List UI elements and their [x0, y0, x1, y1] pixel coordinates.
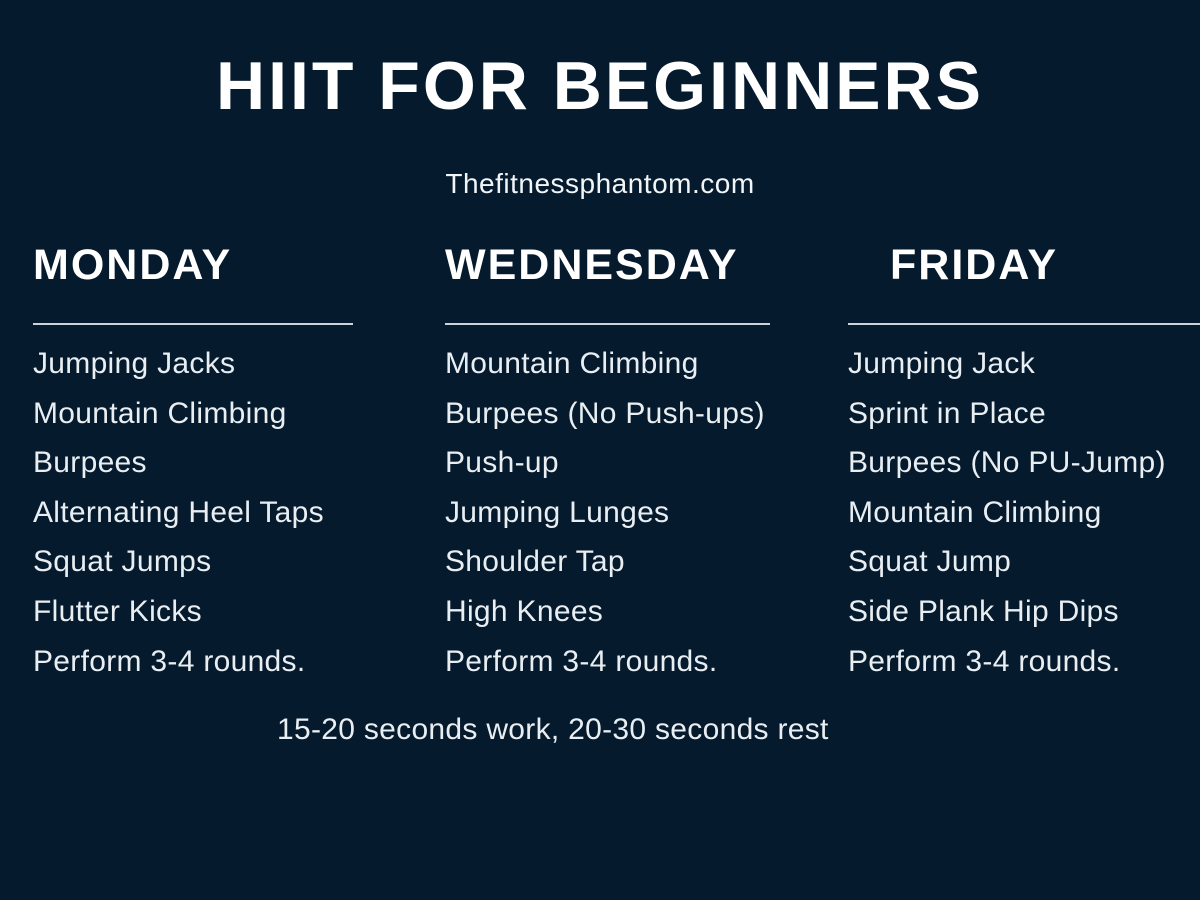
- exercise-item: Sprint in Place: [848, 396, 1046, 430]
- exercise-item: Burpees (No PU-Jump): [848, 446, 1166, 480]
- exercise-item: Burpees: [33, 446, 147, 480]
- exercise-item: Jumping Lunges: [445, 495, 670, 529]
- exercise-item: Burpees (No Push-ups): [445, 396, 765, 430]
- day-header-wednesday: WEDNESDAY: [445, 241, 739, 289]
- exercise-item: Jumping Jack: [848, 347, 1036, 380]
- divider: [33, 323, 353, 325]
- exercise-item: Mountain Climbing: [33, 396, 287, 430]
- divider: [445, 323, 770, 325]
- exercise-item: High Knees: [445, 594, 604, 628]
- site-url: Thefitnessphantom.com: [445, 168, 755, 199]
- exercise-item: Alternating Heel Taps: [33, 495, 324, 529]
- day-header-friday: FRIDAY: [890, 241, 1059, 289]
- exercise-item: Perform 3-4 rounds.: [445, 644, 718, 678]
- interval-note: 15-20 seconds work, 20-30 seconds rest: [277, 713, 829, 746]
- exercise-list-friday: [848, 339, 1200, 686]
- page-title: HIIT FOR BEGINNERS: [215, 48, 985, 124]
- exercise-item: Side Plank Hip Dips: [848, 594, 1119, 628]
- exercise-item: Perform 3-4 rounds.: [33, 644, 306, 678]
- exercise-item: Mountain Climbing: [848, 495, 1102, 529]
- day-column-friday: [848, 240, 1200, 686]
- day-header-monday: MONDAY: [33, 241, 233, 289]
- exercise-item: Flutter Kicks: [33, 594, 202, 628]
- exercise-item: Push-up: [445, 446, 559, 480]
- exercise-item: Shoulder Tap: [445, 545, 625, 579]
- day-column-wednesday: [445, 240, 770, 686]
- exercise-list-monday: [33, 339, 353, 686]
- divider: [848, 323, 1200, 325]
- exercise-item: Perform 3-4 rounds.: [848, 644, 1121, 678]
- exercise-item: Mountain Climbing: [445, 347, 699, 380]
- exercise-list-wednesday: [445, 339, 770, 686]
- exercise-item: Jumping Jacks: [33, 347, 236, 380]
- day-column-monday: [33, 240, 353, 686]
- exercise-item: Squat Jump: [848, 545, 1012, 579]
- exercise-item: Squat Jumps: [33, 545, 212, 579]
